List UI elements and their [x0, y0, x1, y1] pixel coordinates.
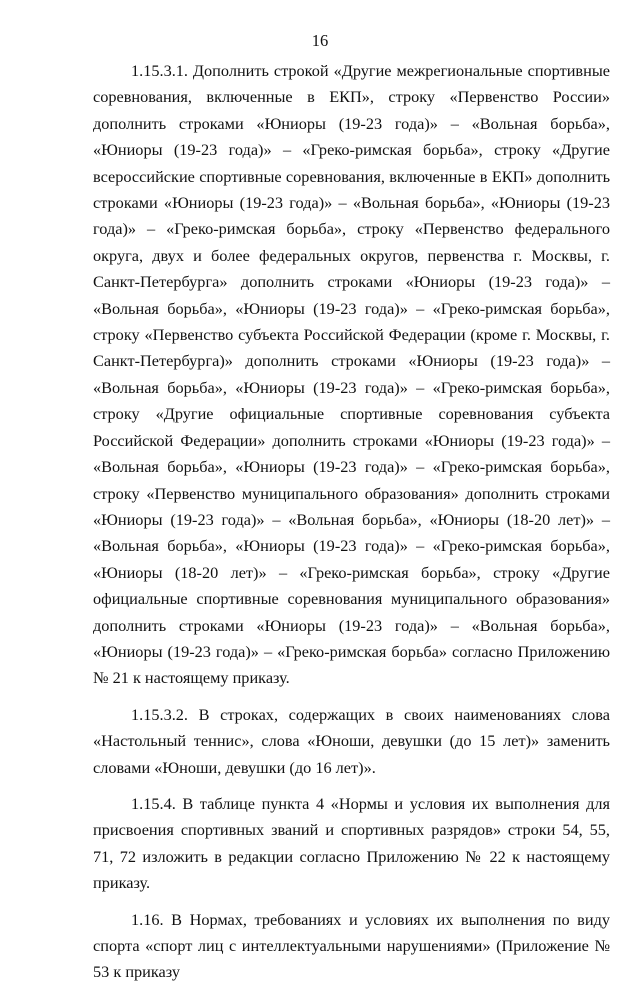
paragraph-1-15-4: 1.15.4. В таблице пункта 4 «Нормы и условия их выполнения для присвоения спортивных званий и спортивных разрядов» строки 54, 55, 71, 72 изложить в редакции согласно Приложению № 22 к настоящему приказу.	[93, 793, 610, 893]
paragraph-1-16: 1.16. В Нормах, требованиях и условиях их выполнения по виду спорта «спорт лиц с интеллектуальными нарушениями» (Приложение № 53 к приказу	[93, 909, 610, 982]
page-number: 16	[311, 31, 329, 50]
document-body	[93, 58, 610, 996]
paragraph-1-15-3-1: 1.15.3.1. Дополнить строкой «Другие межрегиональные спортивные соревнования, включенные в ЕКП», строку «Первенство России» дополнить строками «Юниоры (19-23 года)» – «Вольная борьба», «Юниоры (19-23 года)» – «Греко-римская борьба», строку «Другие всероссийские спортивные соревнования, включенные в ЕКП» дополнить строками «Юниоры (19-23 года)» – «Вольная борьба», «Юниоры (19-23 года)» – «Греко-римская борьба», строку «Первенство федерального округа, двух и более федеральных округов, первенства г. Москвы, г. Санкт-Петербурга» дополнить строками «Юниоры (19-23 года)» – «Вольная борьба», «Юниоры (19-23 года)» – «Греко-римская борьба», строку «Первенство субъекта Российской Федерации (кроме г. Москвы, г. Санкт-Петербурга)» дополнить строками «Юниоры (19-23 года)» – «Вольная борьба», «Юниоры (19-23 года)» – «Греко-римская борьба», строку «Другие официальные спортивные соревнования субъекта Российской Федерации» дополнить строками «Юниоры (19-23 года)» – «Вольная борьба», «Юниоры (19-23 года)» – «Греко-римская борьба», строку «Первенство муниципального образования» дополнить строками «Юниоры (19-23 года)» – «Вольная борьба», «Юниоры (18-20 лет)» – «Вольная борьба», «Юниоры (19-23 года)» – «Греко-римская борьба», «Юниоры (18-20 лет)» – «Греко-римская борьба», строку «Другие официальные спортивные соревнования муниципального образования» дополнить строками «Юниоры (19-23 года)» – «Вольная борьба», «Юниоры (19-23 года)» – «Греко-римская борьба» согласно Приложению № 21 к настоящему приказу.	[93, 61, 610, 688]
paragraph-1-15-3-2: 1.15.3.2. В строках, содержащих в своих наименованиях слова «Настольный теннис», слова «Юноши, девушки (до 15 лет)» заменить словами «Юноши, девушки (до 16 лет)».	[93, 704, 610, 777]
